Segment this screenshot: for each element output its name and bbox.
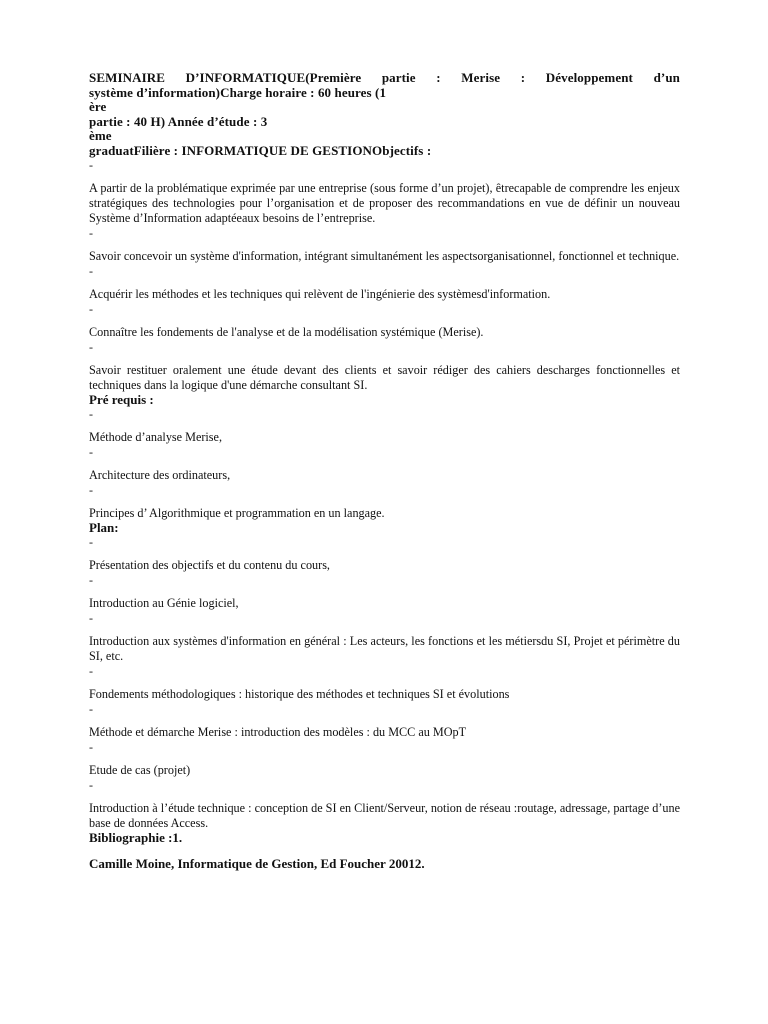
plan-heading: Plan: bbox=[89, 520, 119, 535]
document-title-line-6: graduatFilière : INFORMATIQUE DE GESTIONObjectifs : bbox=[89, 142, 432, 158]
plan-item: Présentation des objectifs et du contenu du cours, bbox=[89, 558, 330, 572]
plan-item: Fondements méthodologiques : historique des méthodes et techniques SI et évolutions bbox=[89, 687, 510, 701]
list-dash: - bbox=[89, 740, 93, 754]
prerequis-heading: Pré requis : bbox=[89, 392, 154, 407]
list-dash: - bbox=[89, 158, 93, 172]
prerequis-item: Architecture des ordinateurs, bbox=[89, 468, 231, 482]
list-dash: - bbox=[89, 264, 93, 278]
plan-item: Introduction au Génie logiciel, bbox=[89, 596, 239, 610]
document-title-line-4: partie : 40 H) Année d’étude : 3 bbox=[89, 113, 268, 129]
document-title-line-3: ère bbox=[89, 99, 107, 114]
list-dash: - bbox=[89, 611, 93, 625]
list-dash: - bbox=[89, 445, 93, 459]
prerequis-item: Principes d’ Algorithmique et programmation en un langage. bbox=[89, 506, 385, 520]
plan-item: Introduction à l’étude technique : conception de SI en Client/Serveur, notion de réseau :routage, adressage, partage d’une base de données Access. bbox=[89, 801, 680, 830]
list-dash: - bbox=[89, 226, 93, 240]
list-dash: - bbox=[89, 535, 93, 549]
document-title-line-1: SEMINAIRE D’INFORMATIQUE(Première partie : Merise : Développement d’un bbox=[89, 70, 680, 85]
list-dash: - bbox=[89, 340, 93, 354]
list-dash: - bbox=[89, 302, 93, 316]
plan-item: Introduction aux systèmes d'information en général : Les acteurs, les fonctions et les métiersdu SI, Projet et périmètre du SI, etc. bbox=[89, 634, 680, 663]
list-dash: - bbox=[89, 407, 93, 421]
list-dash: - bbox=[89, 664, 93, 678]
list-dash: - bbox=[89, 702, 93, 716]
objective-item: Acquérir les méthodes et les techniques qui relèvent de l'ingénierie des systèmesd'information. bbox=[89, 287, 551, 301]
document-page bbox=[89, 71, 680, 871]
document-title-line-5: ème bbox=[89, 128, 112, 143]
list-dash: - bbox=[89, 573, 93, 587]
objective-item: A partir de la problématique exprimée par une entreprise (sous forme d’un projet), êtrecapable de comprendre les enjeux stratégiques des technologies pour l’organisation et de proposer des recommandations en vue de définir un nouveau Système d’Information adaptéeaux besoins de l’entreprise. bbox=[89, 181, 680, 225]
prerequis-item: Méthode d’analyse Merise, bbox=[89, 430, 223, 444]
plan-item: Etude de cas (projet) bbox=[89, 763, 191, 777]
document-title-line-2: système d’information)Charge horaire : 60 heures (1 bbox=[89, 84, 387, 100]
list-dash: - bbox=[89, 483, 93, 497]
bibliographie-heading: Bibliographie :1. bbox=[89, 830, 183, 845]
objective-item: Savoir concevoir un système d'information, intégrant simultanément les aspectsorganisationnel, fonctionnel et technique. bbox=[89, 249, 680, 263]
bibliography-reference: Camille Moine, Informatique de Gestion, Ed Foucher 20012. bbox=[89, 856, 425, 871]
objective-item: Savoir restituer oralement une étude devant des clients et savoir rédiger des cahiers descharges fonctionnelles et techniques dans la logique d'une démarche consultant SI. bbox=[89, 363, 680, 392]
objective-item: Connaître les fondements de l'analyse et de la modélisation systémique (Merise). bbox=[89, 325, 484, 339]
list-dash: - bbox=[89, 778, 93, 792]
plan-item: Méthode et démarche Merise : introduction des modèles : du MCC au MOpT bbox=[89, 725, 467, 739]
